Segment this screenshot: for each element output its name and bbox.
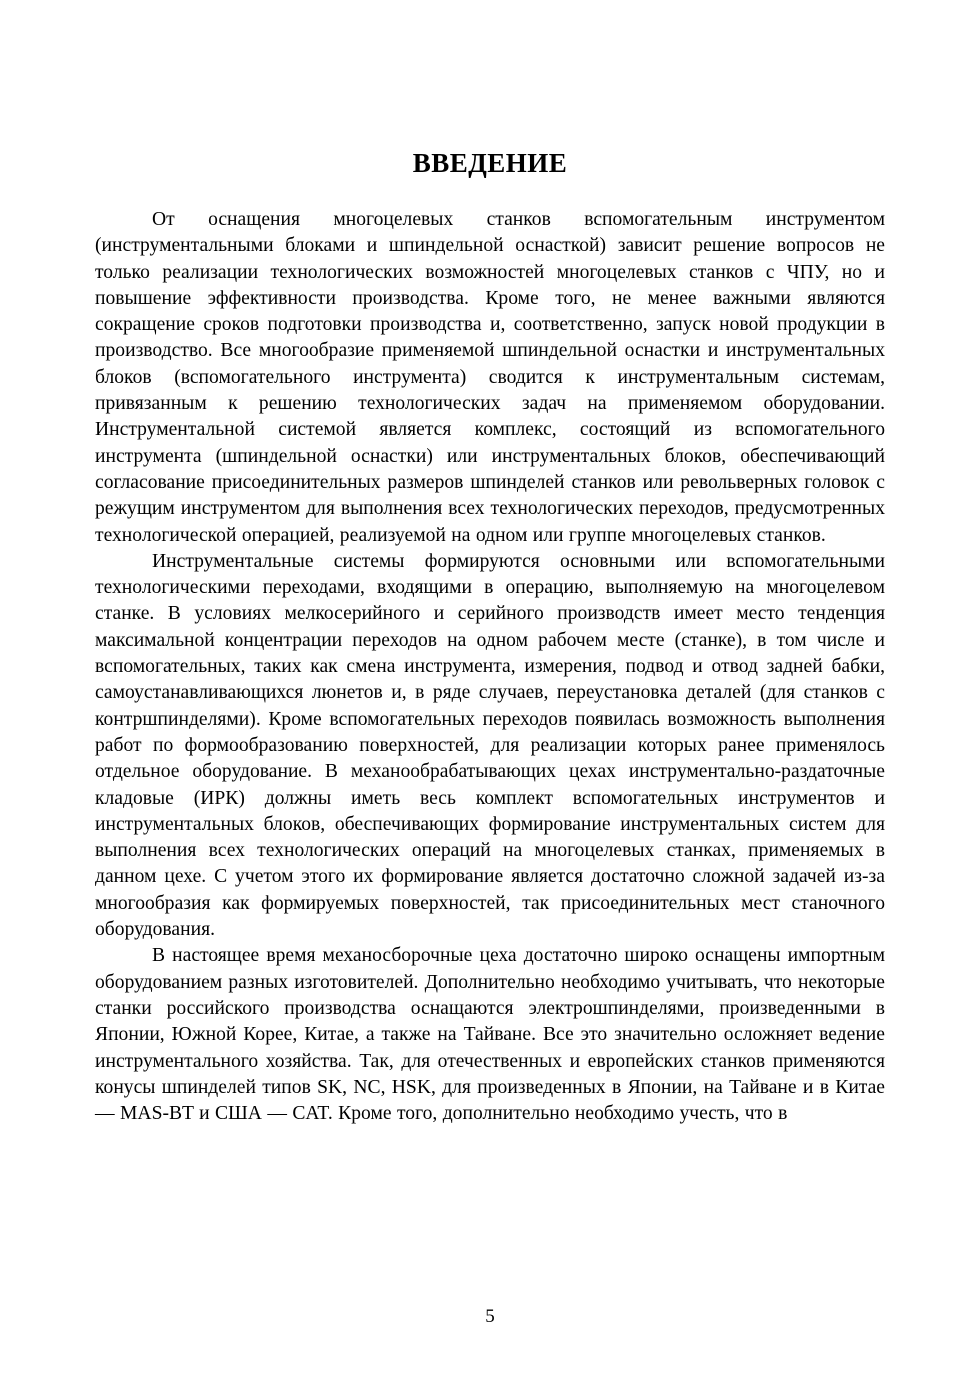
page-number: 5 (485, 1306, 495, 1327)
paragraph-3: В настоящее время механосборочные цеха достаточно широко оснащены импортным оборудованием разных изготовителей. Дополнительно необходимо учитывать, что некоторые станки российского производства оснащаются электрошпинделями, произведенными в Японии, Южной Корее, Китае, а также на Тайване. Все это значительно осложняет ведение инструментального хозяйства. Так, для отечественных и европейских станков применяются конусы шпинделей типов SK, NC, HSK, для произведенных в Японии, на Тайване и в Китае — MAS-BT и США — CAT. Кроме того, дополнительно необходимо учесть, что в (95, 945, 885, 1125)
body-text (95, 207, 885, 1127)
page-title: ВВЕДЕНИЕ (412, 148, 568, 178)
paragraph-2: Инструментальные системы формируются основными или вспомогательными технологическими переходами, входящими в операцию, выполняемую на многоцелевом станке. В условиях мелкосерийного и серийного производств имеет место тенденция максимальной концентрации переходов на одном рабочем месте (станке), в том числе и вспомогательных, таких как смена инструмента, измерения, подвод и отвод задней бабки, самоустанавливающихся люнетов и, в ряде случаев, переустановка деталей (для станков с контршпинделями). Кроме вспомогательных переходов появилась возможность выполнения работ по формообразованию поверхностей, для реализации которых ранее применялось отдельное оборудование. В механообрабатывающих цехах инструментально-раздаточные кладовые (ИРК) должны иметь весь комплект вспомогательных инструментов и инструментальных блоков, обеспечивающих формирование инструментальных систем для выполнения всех технологических операций на многоцелевых станках, применяемых в данном цехе. С учетом этого их формирование является достаточно сложной задачей из-за многообразия как формируемых поверхностей, так присоединительных мест станочного оборудования. (95, 550, 885, 941)
paragraph-1: От оснащения многоцелевых станков вспомогательным инструментом (инструментальными блоками и шпиндельной оснасткой) зависит решение вопросов не только реализации технологических возможностей многоцелевых станков с ЧПУ, но и повышение эффективности производства. Кроме того, не менее важными являются сокращение сроков подготовки производства и, соответственно, запуск новой продукции в производство. Все многообразие применяемой шпиндельной оснастки и инструментальных блоков (вспомогательного инструмента) сводится к инструментальным системам, привязанным к решению технологических задач на применяемом оборудовании. Инструментальной системой является комплекс, состоящий из вспомогательного инструмента (шпиндельной оснастки) или инструментальных блоков, обеспечивающий согласование присоединительных размеров шпинделей станков или револьверных головок с режущим инструментом для выполнения всех технологических переходов, предусмотренных технологической операцией, реализуемой на одном или группе многоцелевых станков. (95, 209, 885, 546)
